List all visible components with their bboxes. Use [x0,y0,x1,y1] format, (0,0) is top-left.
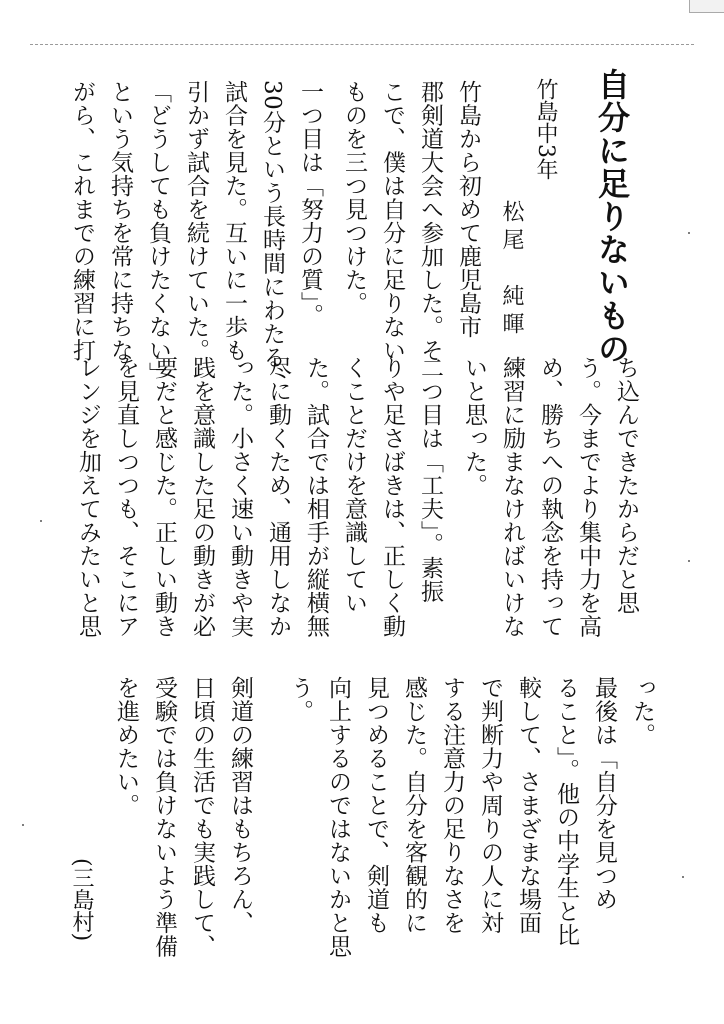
body-line: を見直しつつも、そこにア [113,356,139,638]
body-line: 践を意識した足の動きが必 [189,356,215,638]
scan-speck [40,520,42,522]
body-line: 竹島から初めて鹿児島市 [455,80,481,339]
body-line: 二つ目は「工夫」。素振 [417,356,443,603]
body-line: いと思った。 [461,356,487,497]
body-line: こで、僕は自分に足りない [379,80,405,362]
body-line: 要だと感じた。正しい動き [151,356,177,638]
byline-school: 竹島中3年 [533,78,558,180]
body-line: ものを三つ見つけた。 [341,80,367,315]
body-line: った。 [629,676,655,747]
body-line: 最後は「自分を見つめ [591,676,617,911]
body-line: う。今までより集中力を高 [575,356,601,638]
top-rule-divider [30,44,694,45]
body-line: 一つ目は「努力の質」。 [297,80,323,327]
body-line: という気持ちを常に持ちな [107,80,133,362]
body-line: する注意力の足りなさを [439,676,465,935]
body-line: った。小さく速い動きや実 [227,356,253,638]
body-line: ること」。他の中学生と比 [553,676,579,947]
body-line: 尽に動くため、通用しなか [265,356,291,638]
body-line: 向上するのではないかと思 [325,676,351,958]
scan-speck [22,824,24,826]
body-line: 練習に励まなければいけな [499,356,525,638]
byline-author: 松尾 純暉 [499,200,524,340]
body-line: た。試合では相手が縦横無 [303,356,329,638]
body-line: を進めたい。 [113,676,139,817]
body-line: 剣道の練習はもちろん、 [227,676,253,935]
body-line: 試合を見た。互いに一歩も [221,80,247,362]
scan-speck [682,876,684,878]
body-line: りや足さばきは、正しく動 [379,356,405,638]
body-line: 受験では負けないよう準備 [151,676,177,958]
body-line: う。 [287,676,313,723]
body-line: 日頃の生活でも実践して、 [189,676,215,958]
article-title: 自分に足りないもの [593,68,631,365]
body-line: 感じた。自分を客観的に [401,676,427,935]
body-line: 30分という長時間にわたる [259,80,285,369]
scan-speck [688,232,690,234]
body-line: 引かず試合を続けていた。 [183,80,209,362]
scan-speck [688,560,690,562]
body-line: がら、これまでの練習に打 [69,80,95,362]
scan-edge-mark [689,0,724,13]
body-line: 「どうしても負けたくない」 [145,80,171,386]
body-line: で判断力や周りの人に対 [477,676,503,935]
body-line: め、勝ちへの執念を持って [537,356,563,638]
body-line: ち込んできたからだと思 [613,356,639,615]
body-line: 郡剣道大会へ参加した。そ [417,80,443,362]
body-line: くことだけを意識してい [341,356,367,615]
body-line: 見つめることで、剣道も [363,676,389,935]
location-credit: (三島村) [69,858,94,942]
body-line: 較して、さまざまな場面 [515,676,541,935]
body-line: レンジを加えてみたいと思 [75,356,101,638]
